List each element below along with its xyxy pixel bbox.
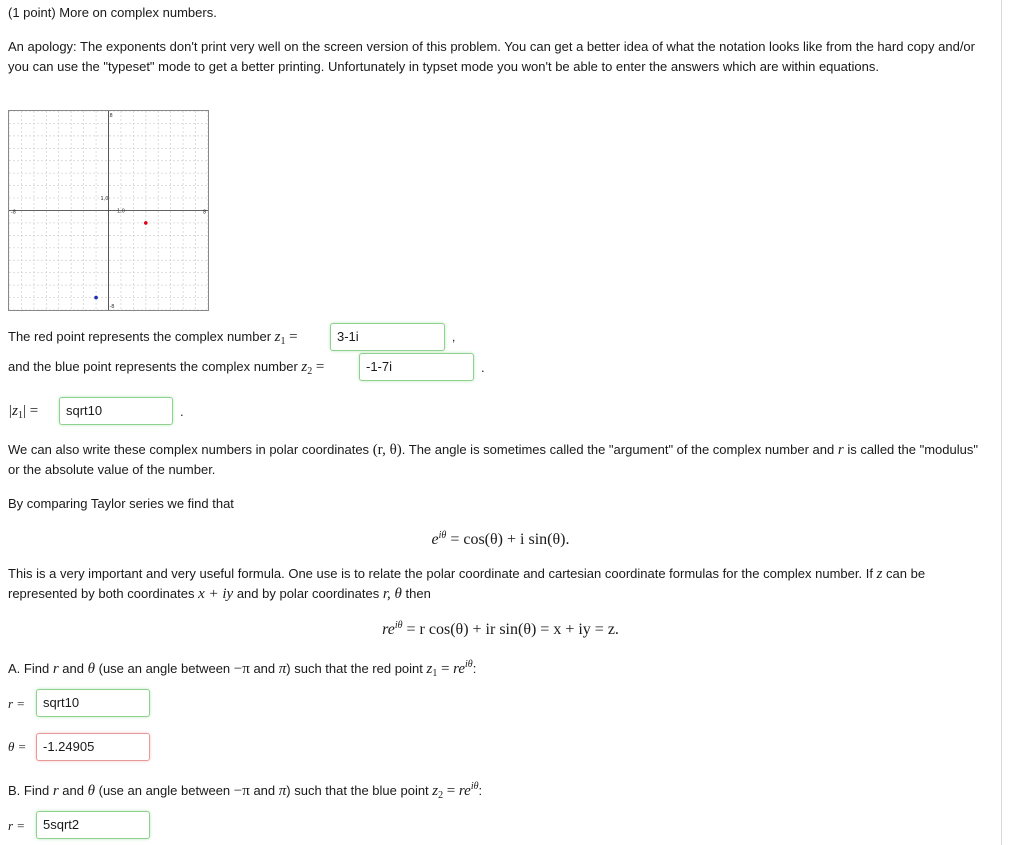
axis-label-right: 8	[203, 209, 207, 216]
comma: ,	[452, 330, 456, 344]
polar-intro-text: We can also write these complex numbers in polar coordinates (r, θ). The angle is sometimes called the "argument" of the complex number and r is called the "modulus" or the absolute value of the number.	[8, 442, 978, 477]
axis-label-top: 8	[109, 113, 113, 119]
part-a-question: A. Find r and θ (use an angle between −π and π) such that the red point $z_1 = re^{i\theta}$:	[8, 659, 477, 679]
equals-sign: =	[315, 359, 325, 375]
tick-label-y: 1,0	[100, 196, 109, 203]
period: .	[180, 404, 184, 419]
z2-symbol: $z_2$	[301, 359, 313, 377]
part-b-question: B. Find r and θ (use an angle between −π and π) such that the blue point $z_2 = re^{i\theta}$:	[8, 781, 483, 801]
z2-answer-input[interactable]: -1-7i	[359, 353, 474, 381]
part-a-theta-input[interactable]: -1.24905	[36, 733, 150, 761]
part-b-r-label: r =	[8, 818, 26, 833]
red-point-text: The red point represents the complex number	[8, 329, 272, 344]
blue-point	[94, 296, 98, 300]
blue-point-sentence	[8, 357, 324, 382]
part-a-r-label: r =	[8, 696, 26, 711]
equals-sign: =	[289, 329, 298, 345]
modulus-label: $|z_1|$ =	[8, 403, 39, 421]
axis-label-bottom: -8	[109, 304, 115, 310]
important-text: This is a very important and very useful formula. One use is to relate the polar coordinate and cartesian coordinate formulas for the complex number. If z can be represented by both coordinates x + iy and by polar coordinates r, θ then	[8, 566, 926, 602]
graph-canvas	[9, 111, 208, 310]
complex-plane-graph	[8, 110, 209, 311]
axis-label-left: -8	[11, 209, 16, 216]
red-point	[144, 221, 148, 225]
polar-equation: $re^{i\theta} = r$ cos(θ) + ir sin(θ) = x + iy = z.	[382, 620, 619, 638]
blue-point-text: and the blue point represents the complex number	[8, 359, 298, 374]
red-point-sentence	[8, 327, 298, 352]
problem-title: (1 point) More on complex numbers.	[8, 5, 217, 20]
part-a-theta-label: θ =	[8, 739, 27, 754]
taylor-text: By comparing Taylor series we find that	[8, 496, 234, 511]
z1-answer-input[interactable]: 3-1i	[330, 323, 445, 351]
part-a-r-input[interactable]: sqrt10	[36, 689, 150, 717]
part-b-r-input[interactable]: 5sqrt2	[36, 811, 150, 839]
apology-text: An apology: The exponents don't print very well on the screen version of this problem. You can get a better idea of what the notation looks like from the hard copy and/or you can use the "typeset" mode to get a better printing. Unfortunately in typset mode you won't be able to enter the answers which are within equations.	[8, 39, 975, 74]
period: .	[481, 360, 485, 375]
tick-label-x: 1,0	[116, 208, 125, 215]
z1-symbol: $z_1$	[274, 329, 286, 347]
euler-formula: $e^{i\theta} = \cos(\theta) + i$ sin(θ).	[431, 530, 570, 548]
modulus-answer-input[interactable]: sqrt10	[59, 397, 173, 425]
